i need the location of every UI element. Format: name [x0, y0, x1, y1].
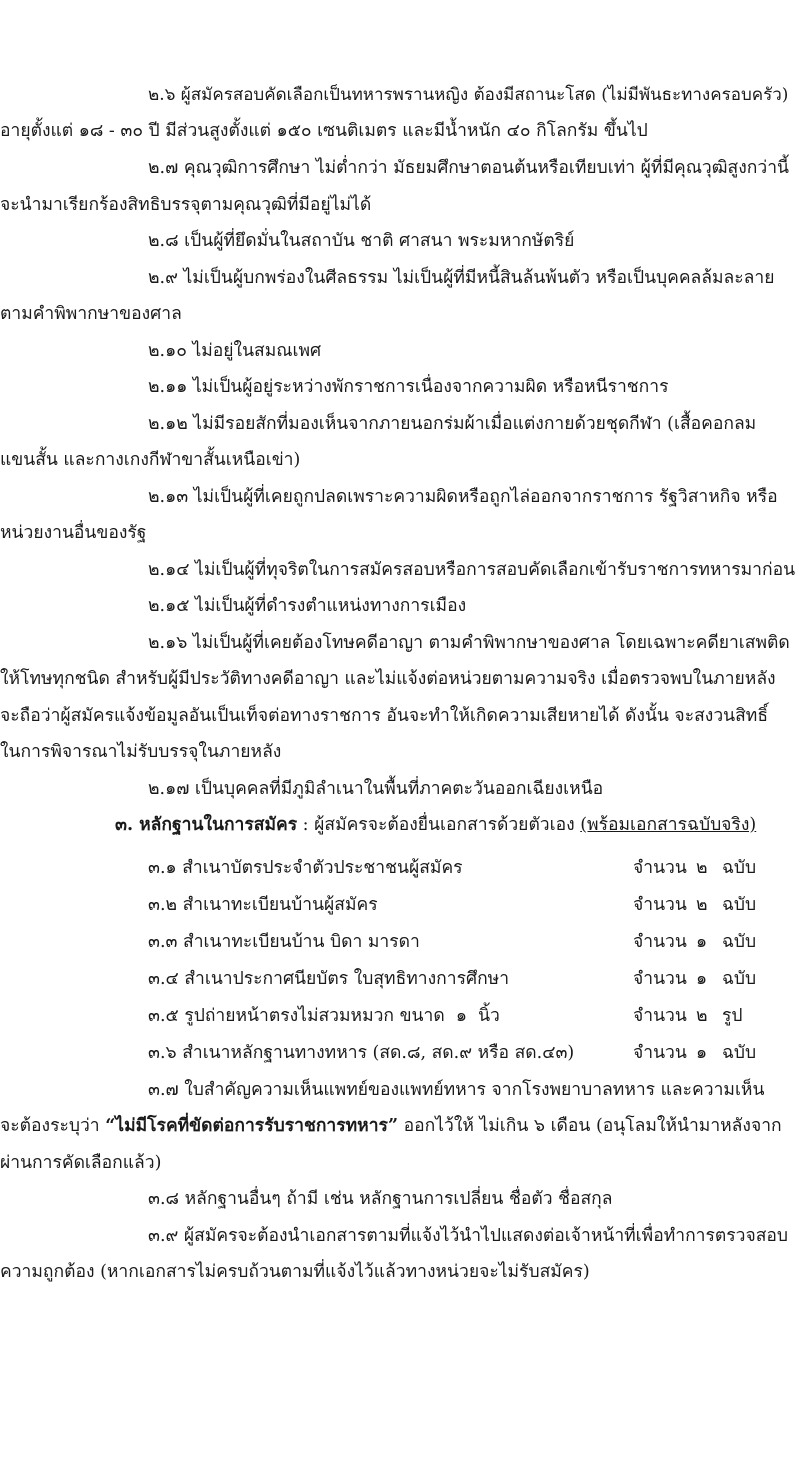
- document-row: [148, 850, 788, 886]
- item-3-7-line-1: ๓.๗ ใบสำคัญความเห็นแพทย์ของแพทย์ทหาร จากโรงพยาบาลทหาร และความเห็น: [148, 1080, 765, 1100]
- item-3-9-line-1: ๓.๙ ผู้สมัครจะต้องนำเอกสารตามที่แจ้งไว้นำไปแสดงต่อเจ้าหน้าที่เพื่อทำการตรวจสอบ: [148, 1226, 789, 1246]
- item-2-16-line-3: จะถือว่าผู้สมัครแจ้งข้อมูลอันเป็นเท็จต่อทางราชการ อันจะทำให้เกิดความเสียหายได้ ดังนั้น จะสงวนสิทธิ์: [0, 706, 769, 726]
- document-unit: ฉบับ: [722, 969, 757, 989]
- document-label: ๓.๑ สำเนาบัตรประจำตัวประชาชนผู้สมัคร: [148, 858, 463, 878]
- document-label: ๓.๖ สำเนาหลักฐานทางทหาร (สด.๘, สด.๙ หรือ สด.๔๓): [148, 1043, 575, 1063]
- document-unit: ฉบับ: [722, 858, 757, 878]
- item-2-9-line-1: ๒.๙ ไม่เป็นผู้บกพร่องในศีลธรรม ไม่เป็นผู้ที่มีหนี้สินล้นพ้นตัว หรือเป็นบุคคลล้มละลาย: [148, 268, 775, 288]
- item-2-12-line-1: ๒.๑๒ ไม่มีรอยสักที่มองเห็นจากภายนอกร่มผ้าเมื่อแต่งกายด้วยชุดกีฬา (เสื้อคอกลม: [148, 414, 757, 434]
- item-2-15: ๒.๑๕ ไม่เป็นผู้ที่ดำรงตำแหน่งทางการเมือง: [148, 596, 467, 616]
- document-row: [148, 961, 788, 997]
- item-3-7-line-3: ผ่านการคัดเลือกแล้ว): [0, 1153, 162, 1173]
- document-count-label: จำนวน: [633, 895, 687, 915]
- document-qty: ๑: [696, 932, 708, 952]
- document-count-label: จำนวน: [633, 932, 687, 952]
- item-3-7-line-2: [0, 1108, 782, 1144]
- item-2-16-line-1: ๒.๑๖ ไม่เป็นผู้ที่เคยต้องโทษคดีอาญา ตามคำพิพากษาของศาล โดยเฉพาะคดียาเสพติด: [148, 633, 790, 653]
- item-2-8: ๒.๘ เป็นผู้ที่ยึดมั่นในสถาบัน ชาติ ศาสนา พระมหากษัตริย์: [148, 231, 575, 251]
- document-count-label: จำนวน: [633, 858, 687, 878]
- document-qty: ๒: [696, 1006, 708, 1026]
- item-2-9-line-2: ตามคำพิพากษาของศาล: [0, 304, 182, 324]
- item-2-7-line-2: จะนำมาเรียกร้องสิทธิบรรจุตามคุณวุฒิที่มีอยู่ไม่ได้: [0, 195, 372, 215]
- document-unit: รูป: [722, 1006, 743, 1026]
- document-count-label: จำนวน: [633, 969, 687, 989]
- item-2-13-line-1: ๒.๑๓ ไม่เป็นผู้ที่เคยถูกปลดเพราะความผิดหรือถูกไล่ออกจากราชการ รัฐวิสาหกิจ หรือ: [148, 487, 778, 507]
- document-row: [148, 1035, 788, 1071]
- item-3-7-suffix: ออกไว้ให้ ไม่เกิน ๖ เดือน (อนุโลมให้นำมาหลังจาก: [398, 1116, 782, 1136]
- section-3-title: ๓. หลักฐานในการสมัคร: [115, 815, 298, 835]
- document-qty: ๑: [696, 1043, 708, 1063]
- item-2-13-line-2: หน่วยงานอื่นของรัฐ: [0, 523, 147, 543]
- document-unit: ฉบับ: [722, 895, 757, 915]
- section-3-original-docs-note: (พร้อมเอกสารฉบับจริง): [580, 815, 757, 835]
- document-qty: ๑: [696, 969, 708, 989]
- item-2-11: ๒.๑๑ ไม่เป็นผู้อยู่ระหว่างพักราชการเนื่องจากความผิด หรือหนีราชการ: [148, 377, 669, 397]
- document-row: [148, 924, 788, 960]
- document-qty: ๒: [696, 895, 708, 915]
- item-3-8: ๓.๘ หลักฐานอื่นๆ ถ้ามี เช่น หลักฐานการเปลี่ยน ชื่อตัว ชื่อสกุล: [148, 1189, 613, 1209]
- document-count-label: จำนวน: [633, 1043, 687, 1063]
- document-count-label: จำนวน: [633, 1006, 687, 1026]
- item-2-17: ๒.๑๗ เป็นบุคคลที่มีภูมิลำเนาในพื้นที่ภาคตะวันออกเฉียงเหนือ: [148, 779, 604, 799]
- item-3-9-line-2: ความถูกต้อง (หากเอกสารไม่ครบถ้วนตามที่แจ้งไว้แล้วทางหน่วยจะไม่รับสมัคร): [0, 1262, 590, 1282]
- document-label: ๓.๔ สำเนาประกาศนียบัตร ใบสุทธิทางการศึกษา: [148, 969, 510, 989]
- document-label: ๓.๓ สำเนาทะเบียนบ้าน บิดา มารดา: [148, 932, 420, 952]
- document-label: ๓.๒ สำเนาทะเบียนบ้านผู้สมัคร: [148, 895, 378, 915]
- item-2-6-line-2: อายุตั้งแต่ ๑๘ - ๓๐ ปี มีส่วนสูงตั้งแต่ ๑๕๐ เซนติเมตร และมีน้ำหนัก ๔๐ กิโลกรัม ขึ้นไป: [0, 121, 648, 141]
- document-qty: ๒: [696, 858, 708, 878]
- document-row: [148, 998, 788, 1034]
- item-2-12-line-2: แขนสั้น และกางเกงกีฬาขาสั้นเหนือเข่า): [0, 450, 301, 470]
- document-label: ๓.๕ รูปถ่ายหน้าตรงไม่สวมหมวก ขนาด ๑ นิ้ว: [148, 1006, 500, 1026]
- document-unit: ฉบับ: [722, 1043, 757, 1063]
- document-unit: ฉบับ: [722, 932, 757, 952]
- item-2-16-line-2: ให้โทษทุกชนิด สำหรับผู้มีประวัติทางคดีอาญา และไม่แจ้งต่อหน่วยตามความจริง เมื่อตรวจพบในภายหลัง: [0, 669, 776, 689]
- item-2-14: ๒.๑๔ ไม่เป็นผู้ที่ทุจริตในการสมัครสอบหรือการสอบคัดเลือกเข้ารับราชการทหารมาก่อน: [148, 560, 796, 580]
- section-3-heading: [115, 807, 756, 843]
- item-2-16-line-4: ในการพิจารณาไม่รับบรรจุในภายหลัง: [0, 742, 282, 762]
- item-2-10: ๒.๑๐ ไม่อยู่ในสมณเพศ: [148, 341, 322, 361]
- document-row: [148, 887, 788, 923]
- item-2-7-line-1: ๒.๗ คุณวุฒิการศึกษา ไม่ต่ำกว่า มัธยมศึกษาตอนต้นหรือเทียบเท่า ผู้ที่มีคุณวุฒิสูงกว่านี้: [148, 158, 789, 178]
- item-3-7-bold-requirement: “ไม่มีโรคที่ขัดต่อการรับราชการทหาร”: [105, 1116, 399, 1136]
- item-3-7-prefix: จะต้องระบุว่า: [0, 1116, 106, 1136]
- item-2-6-line-1: ๒.๖ ผู้สมัครสอบคัดเลือกเป็นทหารพรานหญิง ต้องมีสถานะโสด (ไม่มีพันธะทางครอบครัว): [148, 85, 789, 105]
- section-3-instruction: : ผู้สมัครจะต้องยื่นเอกสารด้วยตัวเอง: [297, 815, 581, 835]
